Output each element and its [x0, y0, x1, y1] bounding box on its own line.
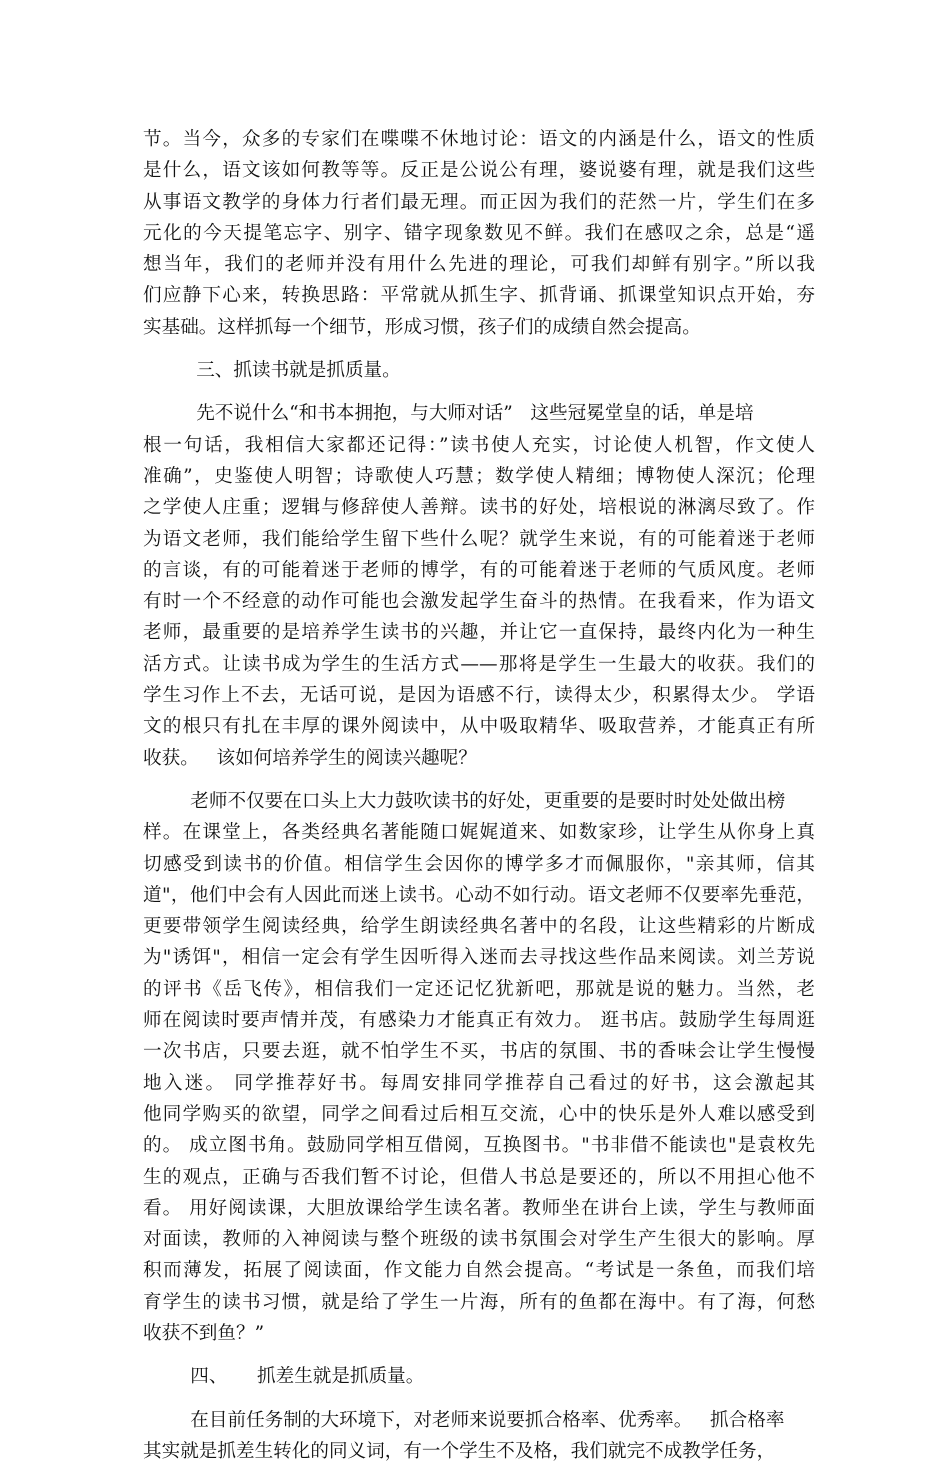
text-line: 的评书《岳飞传》，相信我们一定还记忆犹新吧，那就是说的魅力。当然，老: [143, 978, 815, 1000]
text-line: 收获。 该如何培养学生的阅读兴趣呢？: [143, 747, 477, 769]
text-line: 想当年，我们的老师并没有用什么先进的理论，可我们却鲜有别字。”所以我: [143, 254, 815, 276]
text-line: 老师，最重要的是培养学生读书的兴趣，并让它一直保持，最终内化为一种生: [143, 622, 815, 644]
text-line: 准确”，史鉴使人明智；诗歌使人巧慧；数学使人精细；博物使人深沉；伦理: [143, 465, 815, 487]
text-line: 其实就是抓差生转化的同义词，有一个学生不及格，我们就完不成教学任务，: [143, 1440, 776, 1462]
text-line: 样。在课堂上，各类经典名著能随口娓娓道来、如数家珍，让学生从你身上真: [143, 822, 815, 844]
text-line: 元化的今天提笔忘字、别字、错字现象数见不鲜。我们在感叹之余，总是“遥: [143, 222, 815, 244]
document-page: [143, 124, 815, 1467]
text-line: 育学生的读书习惯，就是给了学生一片海，所有的鱼都在海中。有了海，何愁: [143, 1291, 815, 1313]
text-line: 根一句话，我相信大家都还记得：”读书使人充实，讨论使人机智，作文使人: [143, 434, 815, 456]
text-line: 为语文老师，我们能给学生留下些什么呢？就学生来说，有的可能着迷于老师: [143, 528, 815, 550]
text-line: 积而薄发，拓展了阅读面，作文能力自然会提高。“考试是一条鱼，而我们培: [143, 1260, 815, 1282]
text-line: 是什么，语文该如何教等等。反正是公说公有理，婆说婆有理，就是我们这些: [143, 160, 815, 182]
text-line: 之学使人庄重；逻辑与修辞使人善辩。读书的好处，培根说的淋漓尽致了。作: [143, 497, 815, 519]
text-line: 看。 用好阅读课，大胆放课给学生读名著。教师坐在讲台上读，学生与教师面: [143, 1197, 815, 1219]
text-line: 地入迷。 同学推荐好书。每周安排同学推荐自己看过的好书，这会激起其: [143, 1072, 815, 1094]
text-line: 三、抓读书就是抓质量。: [143, 360, 401, 382]
text-line: 为"诱饵"，相信一定会有学生因听得入迷而去寻找这些作品来阅读。刘兰芳说: [143, 947, 815, 969]
text-line: 对面读，教师的入神阅读与整个班级的读书氛围会对学生产生很大的影响。厚: [143, 1229, 815, 1251]
text-line: 道"，他们中会有人因此而迷上读书。心动不如行动。语文老师不仅要率先垂范，: [143, 884, 815, 906]
text-line: 节。当今，众多的专家们在喋喋不休地讨论：语文的内涵是什么，语文的性质: [143, 129, 815, 150]
text-line: 的。 成立图书角。鼓励同学相互借阅，互换图书。"书非借不能读也"是袁枚先: [143, 1135, 815, 1157]
paragraph-gap: [143, 774, 815, 786]
text-line: 有时一个不经意的动作可能也会激发起学生奋斗的热情。在我看来，作为语文: [143, 591, 815, 613]
text-line: 老师不仅要在口头上大力鼓吹读书的好处，更重要的是要时时处处做出榜: [143, 790, 786, 812]
text-line: 先不说什么“和书本拥抱，与大师对话” 这些冠冕堂皇的话，单是培: [143, 403, 754, 425]
text-line: 切感受到读书的价值。相信学生会因你的博学多才而佩服你，"亲其师，信其: [143, 853, 815, 875]
text-line: 活方式。让读书成为学生的生活方式——那将是学生一生最大的收获。我们的: [143, 653, 815, 675]
text-line: 师在阅读时要声情并茂，有感染力才能真正有效力。 逛书店。鼓励学生每周逛: [143, 1010, 815, 1032]
text-line: 更要带领学生阅读经典，给学生朗读经典名著中的名段，让这些精彩的片断成: [143, 916, 815, 938]
paragraph-gap: [143, 1349, 815, 1361]
paragraph-gap: [143, 386, 815, 398]
text-line: 们应静下心来，转换思路：平常就从抓生字、抓背诵、抓课堂知识点开始，夯: [143, 285, 815, 307]
paragraph-gap: [143, 343, 815, 355]
text-line: 的言谈，有的可能着迷于老师的博学，有的可能着迷于老师的气质风度。老师: [143, 559, 815, 581]
text-line: 实基础。这样抓每一个细节，形成习惯，孩子们的成绩自然会提高。: [143, 316, 701, 338]
text-line: 收获不到鱼？”: [143, 1322, 265, 1344]
text-line: 从事语文教学的身体力行者们最无理。而正因为我们的茫然一片，学生们在多: [143, 191, 815, 213]
text-line: 文的根只有扎在丰厚的课外阅读中，从中吸取精华、吸取营养，才能真正有所: [143, 716, 815, 738]
text-line: 四、 抓差生就是抓质量。: [143, 1366, 425, 1388]
text-line: 他同学购买的欲望，同学之间看过后相互交流，心中的快乐是外人难以感受到: [143, 1103, 815, 1125]
text-line: 生的观点，正确与否我们暂不讨论，但借人书总是要还的，所以不用担心他不: [143, 1166, 815, 1188]
text-line: 学生习作上不去，无话可说，是因为语感不行，读得太少，积累得太少。 学语: [143, 685, 815, 707]
text-line: 在目前任务制的大环境下，对老师来说要抓合格率、优秀率。 抓合格率: [143, 1409, 785, 1431]
text-line: 一次书店，只要去逛，就不怕学生不买，书店的氛围、书的香味会让学生慢慢: [143, 1041, 815, 1063]
paragraph-gap: [143, 1393, 815, 1405]
